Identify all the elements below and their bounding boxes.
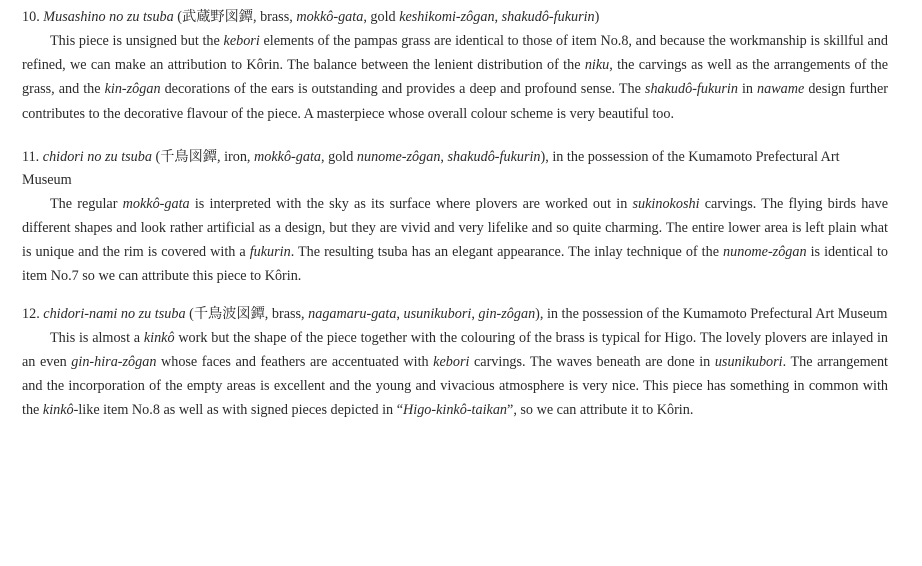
entry-kanji: (武蔵野図鐔 [177,9,253,25]
text-run: -like item No.8 as well as with signed pieces depicted in “ [73,402,403,419]
italic-term: kinkô [42,402,74,419]
italic-term: kin-zôgan [104,81,161,98]
entry-sep: , gold [363,9,400,25]
text-run: elements of the pampas grass are identical to those of item No.8, and because the workmanship is skillful and refined, we can make an attribution to Kôrin. The balance between the lenient distribution of the [22,33,888,74]
entry-shape: nagamaru-gata [308,305,397,322]
text-run: design further contributes to the decorative flavour of the piece. A masterpiece whose overall colour scheme is very beautiful too. [22,81,888,122]
text-run: , the carvings as well as the arrangements of the grass, and the [22,57,889,98]
entry-close: ), in the possession of the Kumamoto Prefectural Art Museum [535,305,888,322]
italic-term: niku [584,57,610,74]
entry-shape: mokkô-gata [254,148,321,165]
text-run: ”, so we can attribute it to Kôrin. [507,402,694,419]
italic-term: shakudô-fukurin [644,81,738,98]
text-run: is identical to item No.7 so we can attribute this piece to Kôrin. [22,244,888,285]
italic-term: nunome-zôgan [723,244,807,261]
document-page [22,6,888,441]
entry-technique: keshikomi-zôgan [399,9,495,25]
italic-term: Higo-kinkô-taikan [403,402,508,419]
italic-term: usunikubori [714,353,783,370]
entry-rim: gin-zôgan [478,305,536,322]
entry-kanji: (千鳥図鐔 [155,148,217,165]
entry-title: Musashino no zu tsuba [43,9,174,25]
entry-title: chidori-nami no zu tsuba [43,305,186,322]
entry-rim: shakudô-fukurin [447,148,541,165]
catalog-entry-10 [22,6,888,126]
entry-kanji: (千鳥波図鐔 [189,305,265,322]
entry-sep: , gold [321,148,357,165]
entry-material: , brass, [264,305,309,322]
entry-close: ), in the possession of the Kumamoto Prefectural Art Museum [22,148,840,188]
italic-term: fukurin [249,244,291,261]
entry-technique: nunome-zôgan [356,148,441,165]
text-run: whose faces and feathers are accentuated with [156,353,434,370]
entry-description [22,192,888,289]
text-run: The regular [50,195,123,212]
entry-sep: , [396,305,404,322]
italic-term: kebori [223,33,260,49]
italic-term: kinkô [143,329,175,346]
entry-title: chidori no zu tsuba [42,148,152,165]
italic-term: gin-hira-zôgan [71,353,157,370]
entry-rim: shakudô-fukurin [501,9,595,25]
italic-term: mokkô-gata [122,195,190,212]
entry-heading [22,146,888,192]
text-run: . The resulting tsuba has an elegant appearance. The inlay technique of the [290,244,724,261]
entry-heading [22,303,888,326]
italic-term: kebori [433,353,470,370]
text-run: This is almost a [50,329,144,346]
entry-number: 11. [22,148,40,165]
entry-sep: , [471,305,479,322]
text-run: carvings. The waves beneath are done in [469,353,715,370]
catalog-entry-12 [22,303,888,423]
text-run: in [737,81,757,98]
text-run: This piece is unsigned but the [50,33,224,49]
entry-close: ) [594,9,600,25]
entry-heading [22,6,888,29]
italic-term: nawame [757,81,805,98]
entry-sep: , [494,9,502,25]
entry-number: 10. [22,9,40,25]
entry-technique: usunikubori [403,305,472,322]
text-run: . The arrangement and the incorporation of the empty areas is excellent and the young and vivacious atmosphere is very nice. This piece has something in common with the [22,353,888,419]
text-run: carvings. The flying birds have different shapes and look rather artificial as a design, but they are vivid and very lifelike and so quite charming. The entire lower area is left plain what is unique and the rim is covered with a [22,195,888,261]
entry-shape: mokkô-gata [296,9,364,25]
entry-material: , brass, [252,9,297,25]
text-run: is interpreted with the sky as its surface where plovers are worked out in [189,195,633,212]
entry-sep: , [440,148,448,165]
text-run: work but the shape of the piece together with the colouring of the brass is typical for Higo. The lovely plovers are inlayed in an even [22,329,888,370]
catalog-entry-11 [22,146,888,289]
entry-number: 12. [22,305,40,322]
entry-description [22,326,888,423]
text-run: decorations of the ears is outstanding and provides a deep and profound sense. The [160,81,645,98]
entry-description [22,29,888,126]
italic-term: sukinokoshi [632,195,700,212]
entry-material: , iron, [216,148,255,165]
